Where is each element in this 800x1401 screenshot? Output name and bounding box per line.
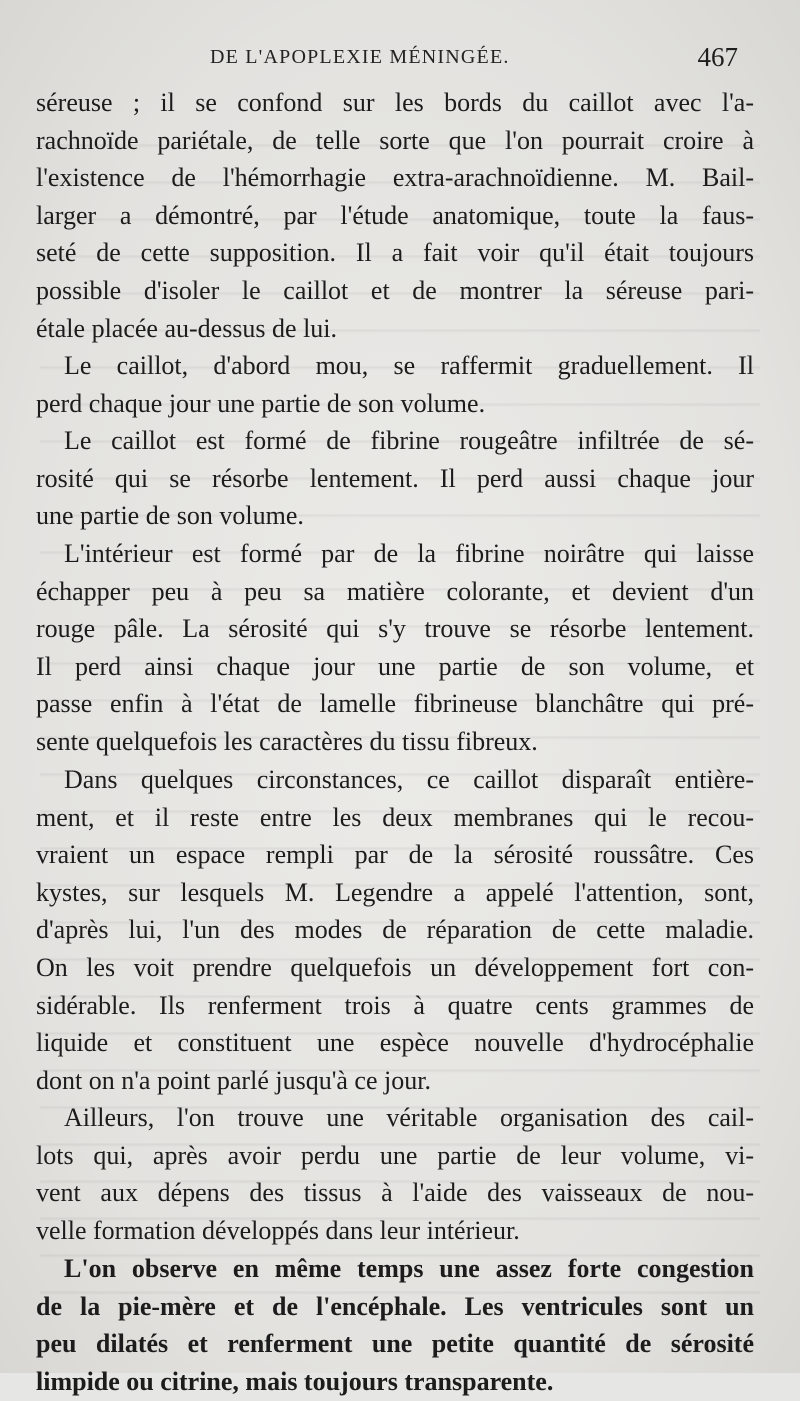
running-title: DE L'APOPLEXIE MÉNINGÉE. — [210, 46, 510, 68]
paragraph — [36, 422, 754, 535]
text-line: peu dilatés et renferment une petite quantité de sérosité — [36, 1329, 754, 1359]
text-line: d'après lui, l'un des modes de réparation de cette maladie. — [36, 915, 754, 945]
text-line: liquide et constituent une espèce nouvelle d'hydrocéphalie — [36, 1028, 754, 1058]
paragraph — [36, 1099, 754, 1250]
text-line: sidérable. Ils renferment trois à quatre cents grammes de — [36, 990, 754, 1020]
text-line: Le caillot est formé de fibrine rougeâtre infiltrée de sé- — [64, 426, 754, 455]
text-line: rosité qui se résorbe lentement. Il perd aussi chaque jour — [36, 463, 754, 493]
text-line: vent aux dépens des tissus à l'aide des vaisseaux de nou- — [36, 1178, 754, 1208]
running-head — [0, 42, 800, 82]
text-line: Ailleurs, l'on trouve une véritable organisation des cail- — [64, 1103, 754, 1132]
text-line: étale placée au-dessus de lui. — [36, 313, 338, 343]
text-line: séreuse ; il se confond sur les bords du caillot avec l'a- — [36, 88, 754, 117]
text-line: possible d'isoler le caillot et de montrer la séreuse pari- — [36, 275, 754, 305]
text-line: lots qui, après avoir perdu une partie de leur volume, vi- — [36, 1140, 754, 1170]
text-line: perd chaque jour une partie de son volume. — [36, 388, 486, 418]
text-line: ment, et il reste entre les deux membranes qui le recou- — [36, 802, 754, 832]
body-text — [36, 84, 754, 1401]
page-number: 467 — [697, 42, 738, 72]
text-line: L'on observe en même temps une assez forte congestion — [64, 1254, 754, 1283]
text-line: vraient un espace rempli par de la sérosité roussâtre. Ces — [36, 840, 754, 870]
text-line: sente quelquefois les caractères du tissu fibreux. — [36, 726, 538, 756]
text-line: rachnoïde pariétale, de telle sorte que l'on pourrait croire à — [36, 125, 754, 155]
text-line: l'existence de l'hémorrhagie extra-arachnoïdienne. M. Bail- — [36, 163, 754, 193]
text-line: kystes, sur lesquels M. Legendre a appelé l'attention, sont, — [36, 877, 754, 907]
text-line: échapper peu à peu sa matière colorante, et devient d'un — [36, 576, 754, 606]
text-line: seté de cette supposition. Il a fait voir qu'il était toujours — [36, 238, 754, 268]
text-line: Il perd ainsi chaque jour une partie de son volume, et — [36, 651, 754, 681]
text-line: Le caillot, d'abord mou, se raffermit graduellement. Il — [64, 351, 754, 380]
paragraph — [36, 761, 754, 1099]
text-line: une partie de son volume. — [36, 501, 304, 531]
text-line: larger a démontré, par l'étude anatomique, toute la faus- — [36, 200, 754, 230]
text-line: On les voit prendre quelquefois un développement fort con- — [36, 952, 754, 982]
text-line: dont on n'a point parlé jusqu'à ce jour. — [36, 1065, 431, 1095]
paragraph — [36, 347, 754, 422]
text-line: de la pie-mère et de l'encéphale. Les ventricules sont un — [36, 1291, 754, 1321]
text-line: velle formation développés dans leur intérieur. — [36, 1215, 520, 1245]
text-line: rouge pâle. La sérosité qui s'y trouve se résorbe lentement. — [36, 614, 754, 644]
text-line: L'intérieur est formé par de la fibrine noirâtre qui laisse — [64, 539, 754, 568]
text-line: Dans quelques circonstances, ce caillot disparaît entière- — [64, 765, 754, 794]
paragraph — [36, 84, 754, 347]
text-line: limpide ou citrine, mais toujours transparente. — [36, 1366, 554, 1396]
paragraph — [36, 1250, 754, 1401]
text-line: passe enfin à l'état de lamelle fibrineuse blanchâtre qui pré- — [36, 689, 754, 719]
paragraph — [36, 535, 754, 761]
